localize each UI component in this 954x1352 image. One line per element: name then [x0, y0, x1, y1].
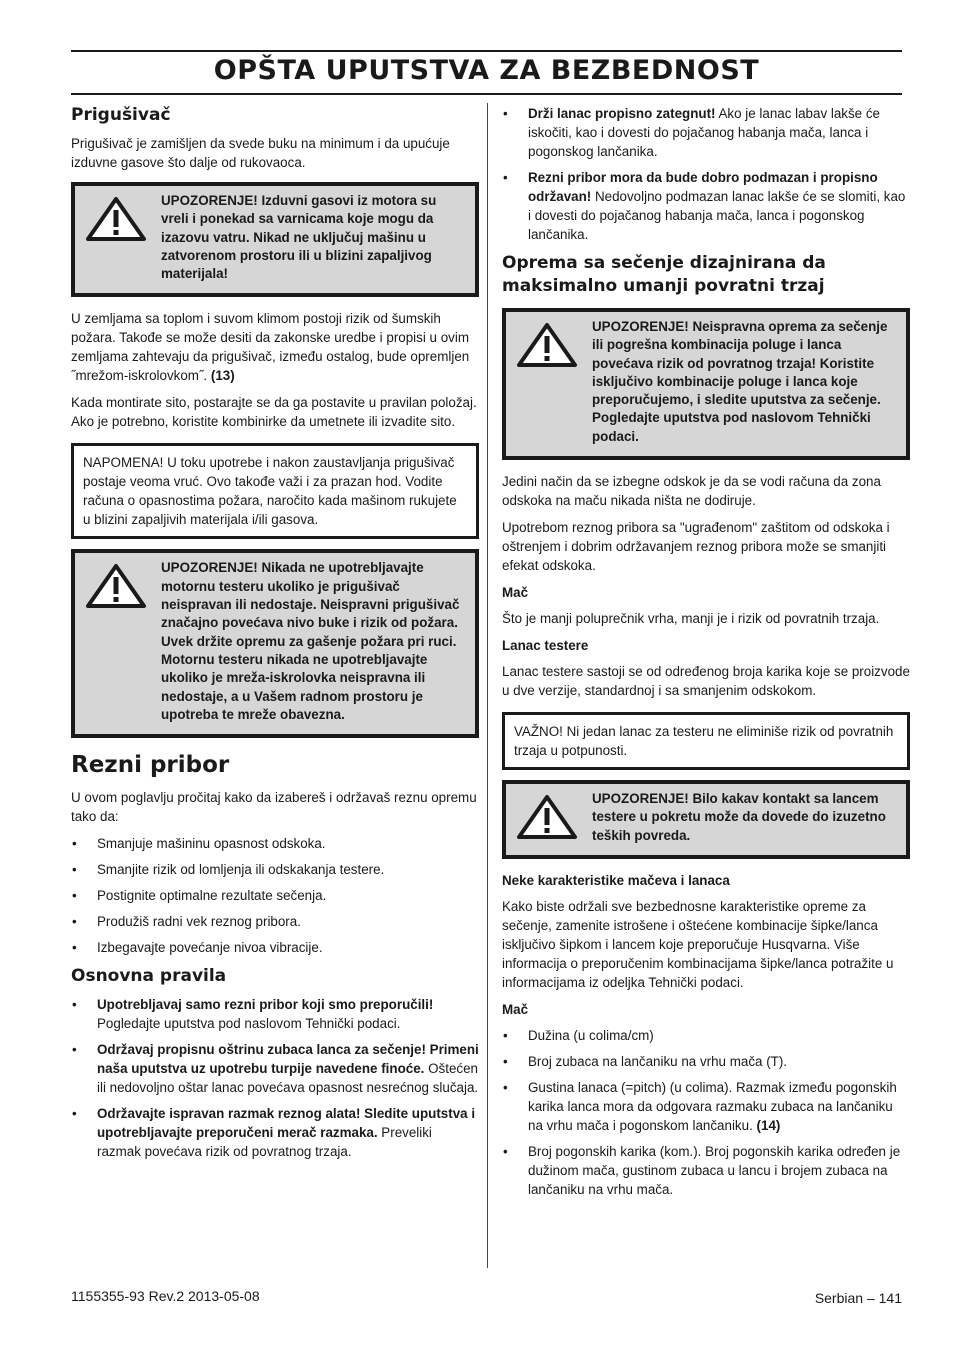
figure-reference: (14) [756, 1118, 781, 1134]
section-heading-rezni-pribor: Rezni pribor [71, 752, 230, 779]
subheading-neke: Neke karakteristike mačeva i lanaca [502, 873, 730, 889]
rule-text: Preveliki razmak povećava rizik od povratnog trzaja. [97, 1125, 432, 1160]
list-item [502, 1052, 910, 1071]
warning-triangle-icon [516, 790, 592, 845]
footer-page-number: Serbian – 141 [814, 1290, 902, 1306]
figure-reference: (13) [210, 368, 235, 384]
paragraph [71, 309, 479, 385]
warning-text: UPOZORENJE! Izduvni gasovi iz motora su vreli i ponekad sa varnicama koje mogu da izazovu vatru. Nikad ne uključuj mašinu u zatvorenom prostoru ili u blizini zapaljivog materijala! [161, 193, 437, 282]
rule-text: Ako je lanac labav lakše će iskočiti, kao i dovesti do pojačanog habanja mača, lanca i pogonskog lančanika. [528, 106, 880, 159]
list-item-text: Broj zubaca na lančaniku na vrhu mača (T). [528, 1054, 788, 1070]
bullet-list [502, 1026, 910, 1199]
warning-triangle-icon [85, 192, 161, 283]
note-box: VAŽNO! Ni jedan lanac za testeru ne eliminiše rizik od povratnih trzaja u potpunosti. [502, 712, 910, 770]
list-item [502, 104, 910, 161]
rule-text: Pogledajte uputstva pod naslovom Tehnički podaci. [97, 1016, 401, 1032]
list-item: • Produžiš radni vek reznog pribora. [71, 912, 479, 931]
subheading-mac: Mač [502, 585, 529, 601]
rules-list [71, 995, 479, 1161]
rule-bold: Održavajte ispravan razmak reznog alata! Sledite uputstva i upotrebljavajte preporučeni merač razmaka. [97, 1106, 476, 1141]
list-item-text: Broj pogonskih karika (kom.). Broj pogonskih karika određen je dužinom mača, gustinom zubaca u lancu i brojem zubaca na lančaniku na vrhu mača. [528, 1144, 901, 1198]
rule-bold: Drži lanac propisno zategnut! [528, 106, 716, 121]
warning-text: UPOZORENJE! Nikada ne upotrebljavajte motornu testeru ukoliko je prigušivač neispravan ili nedostaje. Neispravni prigušivač značajno povećava nivo buke i rizik od požara. Uvek držite opremu za gašenje požara pri ruci. Motornu testeru nikada ne upotrebljavajte ukoliko je mreža-iskrolovka neispravna ili nedostaje, a u Vašem radnom prostoru je upotreba te mreže obavezna. [161, 560, 460, 722]
warning-box [502, 780, 910, 859]
list-item [502, 1142, 910, 1199]
header-rule-bottom [71, 93, 902, 95]
paragraph: Kada montirate sito, postarajte se da ga postavite u pravilan položaj. Ako je potrebno, koristite kombinirke da umetnete ili izvadite sito. [71, 395, 477, 430]
rule-text: Nedovoljno podmazan lanac lakše će se slomiti, kao i dovesti do pojačanog habanja mača, lanca i pogonskog lančanika. [528, 189, 906, 242]
list-item [71, 995, 479, 1033]
warning-triangle-icon [516, 318, 592, 446]
paragraph: Jedini način da se izbegne odskok je da se vodi računa da zona odskoka na maču nikada ništa ne dodiruje. [502, 474, 881, 509]
left-column [71, 104, 479, 1169]
warning-text: UPOZORENJE! Neispravna oprema za sečenje ili pogrešna kombinacija poluge i lanca povećava rizik od povratnog trzaja! Koristite isključivo kombinacije poluge i lanca koje preporučujemo, i sledite uputstva za sečenje. Pogledajte uputstva pod naslovom Tehnički podaci. [592, 319, 888, 444]
warning-box [502, 308, 910, 460]
warning-box [71, 182, 479, 297]
list-item [502, 1078, 910, 1135]
page-title: OPŠTA UPUTSTVA ZA BEZBEDNOST [213, 55, 760, 86]
rule-text: Oštećen ili nedovoljno oštar lanac povećava opasnost nesrećnog slučaja. [97, 1061, 479, 1096]
section-heading-prigusivac: Prigušivač [71, 105, 171, 125]
header-rule-top [71, 50, 902, 52]
bullet-list [71, 834, 479, 957]
list-item: • Postignite optimalne rezultate sečenja. [71, 886, 479, 905]
rules-list [502, 104, 910, 244]
paragraph: U ovom poglavlju pročitaj kako da izabereš i održavaš reznu opremu tako da: [71, 790, 477, 825]
list-item-text: Dužina (u colima/cm) [528, 1028, 654, 1044]
list-item [502, 168, 910, 244]
section-heading-oprema: Oprema sa sečenje dizajnirana da maksimalno umanji povratni trzaj [502, 253, 826, 296]
warning-text: UPOZORENJE! Bilo kakav kontakt sa lancem testere u pokretu može da dovede do izuzetno teških povreda. [592, 791, 886, 843]
rule-bold: Rezni pribor mora da bude dobro podmazan i propisno održavan! [528, 170, 878, 204]
list-item [502, 1026, 910, 1045]
subheading-lanac: Lanac testere [502, 638, 589, 654]
subheading-mac: Mač [502, 1002, 529, 1018]
list-item: • Izbegavajte povećanje nivoa vibracije. [71, 938, 479, 957]
paragraph-text: U zemljama sa toplom i suvom klimom postoji rizik od šumskih požara. Takođe se može desiti da zakonske uredbe i propisi u ovim zemljama zahtevaju da prigušivač, između ostalog, bude opremljen ˝mrežom-iskrolovkom˝. [71, 311, 470, 384]
warning-triangle-icon [85, 559, 161, 724]
paragraph: Lanac testere sastoji se od određenog broja karika koje se proizvode u dve verzije, standardnoj i sa smanjenim odskokom. [502, 664, 910, 699]
paragraph: Prigušivač je zamišljen da svede buku na minimum i da upućuje izduvne gasove što dalje od rukovaoca. [71, 136, 450, 170]
paragraph: Kako biste održali sve bezbednosne karakteristike opreme za sečenje, zamenite istrošene i oštećene kombinacije šipke/lanca isključivo šipkom i lancem koje preporučuje Husqvarna. Više informacija o preporučenim kombinacijama šipke/lanca potražite u informacijama iz odeljka Tehnički podaci. [502, 899, 894, 991]
list-item: • Smanjite rizik od lomljenja ili odskakanja testere. [71, 860, 479, 879]
paragraph: Što je manji poluprečnik vrha, manji je i rizik od povratnih trzaja. [502, 611, 880, 627]
list-item-text: Gustina lanaca (=pitch) (u colima). Razmak između pogonskih karika lanca mora da odgovara razmaku zubaca na lančaniku na vrhu mača i pogonskom lančaniku. [528, 1080, 897, 1134]
rule-bold: Upotrebljavaj samo rezni pribor koji smo preporučili! [97, 997, 434, 1013]
footer-doc-id: 1155355-93 Rev.2 2013-05-08 [71, 1288, 260, 1304]
list-item [71, 1104, 479, 1161]
list-item: • Smanjuje mašininu opasnost odskoka. [71, 834, 479, 853]
warning-box [71, 549, 479, 738]
list-item [71, 1040, 479, 1097]
right-column [502, 104, 910, 1207]
rule-bold: Održavaj propisnu oštrinu zubaca lanca za sečenje! Primeni naša uputstva uz upotrebu turpije navedene finoće. [97, 1042, 479, 1077]
column-divider [487, 103, 488, 1268]
paragraph: Upotrebom reznog pribora sa "ugrađenom" zaštitom od odskoka i oštrenjem i dobrim održavanjem reznog pribora može se smanjiti efekat odskoka. [502, 520, 890, 574]
note-box: NAPOMENA! U toku upotrebe i nakon zaustavljanja prigušivač postaje veoma vruć. Ovo takođe važi i za prazan hod. Vodite računa o opasnostima požara, naročito kada mašinom rukujete u blizini zapaljivih materijala i/ili gasova. [71, 443, 479, 539]
section-heading-osnovna-pravila: Osnovna pravila [71, 966, 227, 987]
